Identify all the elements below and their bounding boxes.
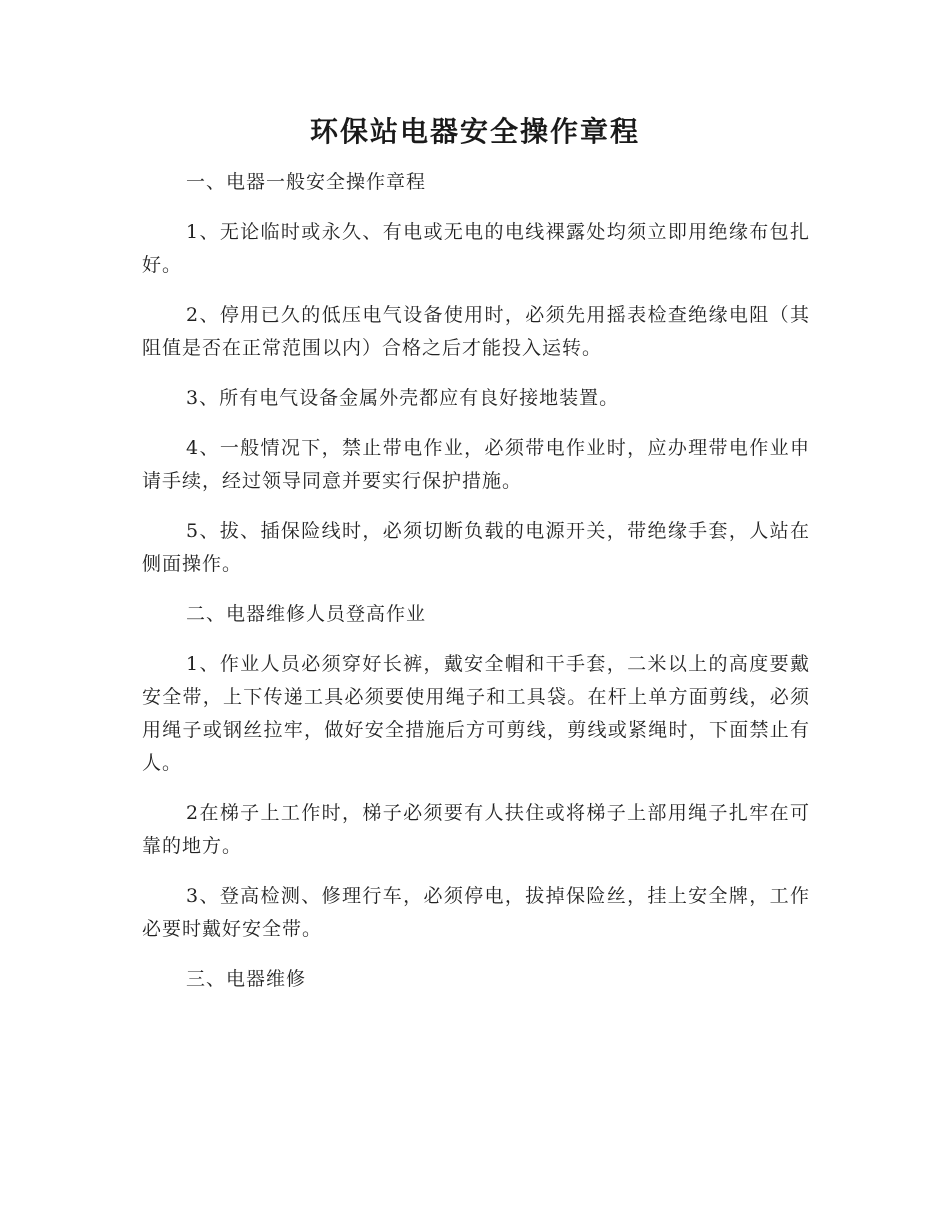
paragraph: 5、拔、插保险线时，必须切断负载的电源开关，带绝缘手套，人站在侧面操作。 [142,520,810,575]
paragraph: 3、登高检测、修理行车，必须停电，拔掉保险丝，挂上安全牌，工作必要时戴好安全带。 [142,885,810,940]
paragraph: 4、一般情况下，禁止带电作业，必须带电作业时，应办理带电作业申请手续，经过领导同意并要实行保护措施。 [142,437,810,492]
paragraph: 1、作业人员必须穿好长裤，戴安全帽和干手套，二米以上的高度要戴安全带，上下传递工具必须要使用绳子和工具袋。在杆上单方面剪线，必须用绳子或钢丝拉牢，做好安全措施后方可剪线，剪线或紧绳时，下面禁止有人。 [142,653,810,774]
section-heading: 二、电器维修人员登高作业 [186,603,427,625]
document-title: 环保站电器安全操作章程 [309,115,640,148]
paragraph: 2、停用已久的低压电气设备使用时，必须先用摇表检查绝缘电阻（其阻值是否在正常范围以内）合格之后才能投入运转。 [142,304,810,359]
document-body [142,166,810,1013]
section-heading: 一、电器一般安全操作章程 [186,171,427,193]
paragraph: 2在梯子上工作时，梯子必须要有人扶住或将梯子上部用绳子扎牢在可靠的地方。 [142,802,810,857]
paragraph: 3、所有电气设备金属外壳都应有良好接地装置。 [186,387,620,409]
section-heading: 三、电器维修 [186,968,307,990]
paragraph: 1、无论临时或永久、有电或无电的电线裸露处均须立即用绝缘布包扎好。 [142,221,810,276]
